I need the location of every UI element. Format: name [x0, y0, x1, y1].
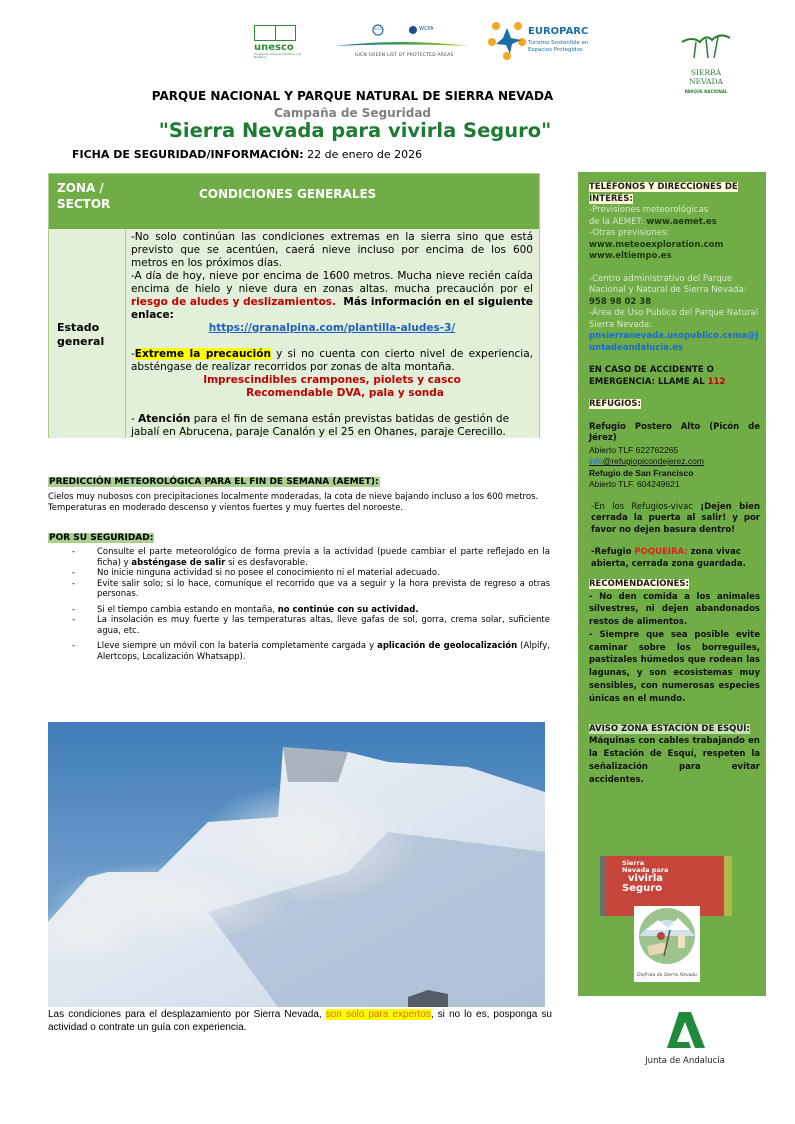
recommended-gear-text: Recomendable DVA, pala y sonda: [246, 387, 444, 399]
safety-item-text: si es desfavorable.: [225, 557, 308, 568]
dash: -: [131, 348, 135, 360]
photo-edge: [724, 856, 732, 916]
sierra-nevada-subtitle: PARQUE NACIONAL: [684, 89, 728, 94]
safety-item-text: Si el tiempo cambia estando en montaña,: [97, 604, 278, 615]
junta-wordmark: Junta de Andalucía: [645, 1056, 725, 1066]
more-info-text: Más información en el siguiente enlace:: [131, 296, 537, 321]
europarc-logo: [488, 20, 598, 60]
vivac-notice: [589, 502, 760, 537]
conditions-p4-text: para el fin de semana están previstas batidas de gestión de jabalí en Abrucena, paraje Canalón y el 25 en Ohanes, paraje Cerecillo.: [131, 413, 510, 438]
europarc-subtitle: Turismo Sostenible en Espacios Protegidos: [528, 40, 589, 53]
safety-section-title: [48, 525, 154, 544]
conditions-cell: [131, 231, 537, 439]
forecast-text: Cielos muy nubosos con precipitaciones localmente moderadas, la cota de nieve bajando incluso a los 600 metros. Temperaturas en moderado descenso y vientos fuertes y muy fuertes del noroeste.: [48, 492, 539, 513]
meteoexploration-link[interactable]: www.meteoexploration.com: [589, 239, 724, 250]
list-item: [72, 579, 550, 600]
column-header-zona-line2: SECTOR: [57, 197, 111, 211]
required-gear-text: Imprescindibles crampones, piolets y casco: [203, 374, 461, 386]
refugios-title: REFUGIOS:: [589, 399, 641, 409]
safety-title-text: POR SU SEGURIDAD:: [49, 533, 154, 543]
uso-publico-email-link[interactable]: pnsierranevada.usopublico.csma@juntadeandalucia.es: [589, 331, 759, 353]
poqueira-status: zona vivac abierta, cerrada zona guardada.: [591, 547, 746, 569]
shirt-text: Sierra: [622, 859, 645, 867]
safety-item-text: No inicie ninguna actividad si no posee el conocimiento ni el material adecuado.: [97, 568, 440, 578]
wcpa-badge: WCPA: [419, 26, 434, 32]
contacts-side-panel: [578, 172, 766, 996]
column-header-zona-line1: ZONA /: [57, 181, 104, 195]
europarc-wordmark: EUROPARC: [528, 26, 589, 37]
sierra-nevada-name-2: NEVADA: [689, 77, 723, 86]
ski-station-title: AVISO ZONA ESTACIÓN DE ESQUÍ:: [589, 723, 750, 734]
safety-item-text: (Alpify, Alertcops, Localización Whatsapp).: [97, 641, 550, 662]
contacts-title-block: [589, 182, 760, 205]
dash: -: [131, 413, 139, 425]
centro-label: -Centro administrativo del Parque Nacional y Natural de Sierra Nevada:: [589, 273, 747, 295]
list-item: [72, 568, 550, 579]
caption-text: Las condiciones para el desplazamiento por Sierra Nevada,: [48, 1009, 326, 1020]
email-domain: @refugiopicondejerez.com: [602, 456, 704, 466]
dash: -: [72, 578, 76, 589]
safety-item-bold: no continúe con su actividad.: [277, 604, 419, 615]
forecast-title-text: PREDICCIÓN METEOROLÓGICA PARA EL FIN DE SEMANA (AEMET):: [49, 477, 379, 487]
forecast-section-title: [48, 469, 380, 488]
zona-cell: [49, 229, 126, 438]
list-item: [72, 547, 550, 568]
aemet-line: [589, 217, 760, 229]
dash: -: [72, 615, 76, 625]
mountain-image: [48, 722, 545, 1007]
unesco-wordmark: unesco: [254, 42, 294, 53]
safety-item-bold: aplicación de geolocalización: [377, 641, 518, 651]
shirt-text: vivirla: [628, 873, 663, 884]
emergency-text: EN CASO DE ACCIDENTE O EMERGENCIA: LLAME AL: [589, 365, 714, 387]
disfruta-badge: [634, 906, 700, 982]
recommendations-title-block: [589, 579, 760, 591]
iucn-swoosh-icon: [333, 22, 473, 52]
ski-station-text: Máquinas con cables trabajando en la Estación de Esquí, respeten la señalización para evitar accidentes.: [589, 736, 760, 785]
iucn-green-list-logo: [333, 22, 473, 62]
safety-item-text: La insolación es muy fuerte y las temperaturas altas, lleve gafas de sol, gorra, crema solar, suficiente agua, etc.: [97, 615, 550, 636]
junta-andalucia-logo: [635, 1012, 735, 1072]
campaign-subtitle: Campaña de Seguridad: [273, 106, 432, 120]
dash: -: [72, 547, 76, 557]
table-header: [49, 174, 539, 229]
column-header-zona: [57, 180, 110, 212]
recommendation-1: - No den comida a los animales silvestres, ni dejen abandonados restos de alimentos.: [589, 591, 760, 628]
uso-publico-label: -Área de Uso Público del Parque Natural Sierra Nevada:: [589, 308, 759, 330]
zona-label-line1: Estado: [57, 321, 100, 334]
ficha-date: 22 de enero de 2026: [303, 148, 423, 161]
centro-phone: 958 98 02 38: [589, 296, 652, 307]
email-user: info: [589, 456, 603, 466]
shirt-slogan: [622, 860, 668, 894]
ficha-line: [72, 148, 422, 161]
conditions-paragraph-2: [131, 270, 537, 322]
unesco-subtitle: Programa sobre el Hombre y la Biosfera: [254, 52, 301, 59]
junta-a-icon: [665, 1012, 705, 1050]
other-forecasts-label: -Otras previsiones:: [589, 228, 670, 238]
europarc-star-icon: [488, 20, 526, 60]
conditions-paragraph-4: [131, 413, 533, 439]
conditions-paragraph-3: [131, 348, 533, 374]
refugio-postero-phone: Abierto TLF 622762265: [589, 444, 679, 455]
sierra-nevada-name-1: SIERRA: [690, 68, 722, 77]
conditions-p2-text: -A día de hoy, nieve por encima de 1600 metros. Mucha nieve recién caída encima de hielo y nieve dura en zonas altas. mucha precaución por el: [131, 270, 533, 295]
zona-label-line2: general: [57, 335, 105, 348]
snowy-mountain-photo: [48, 722, 545, 1007]
aemet-link[interactable]: www.aemet.es: [646, 216, 717, 227]
recommendation-2: - Siempre que sea posible evite caminar sobre los borreguiles, pastizales húmedos que rodean las lagunas, y son ecosistemas muy sensibles, con numerosas especies únicas en el mundo.: [589, 629, 760, 704]
safety-item-text: Consulte el parte meteorológico de forma previa a la actividad (puede cambiar el parte reflejado en la ficha) y: [97, 547, 550, 568]
emergency-number: 112: [707, 376, 726, 387]
dash: -: [72, 568, 76, 578]
badge-caption: Disfruta de Sierra Nevada: [637, 973, 697, 978]
sierra-nevada-mountain-icon: [678, 30, 734, 60]
dash: -: [72, 604, 76, 615]
aemet-label-2: de la AEMET:: [589, 216, 647, 227]
emergency-notice: [589, 365, 760, 388]
safety-item-text: Evite salir solo; si lo hace, comunique el recorrido que va a seguir y la hora prevista de regreso a otras personas.: [97, 578, 550, 599]
ski-title-block: [589, 724, 760, 736]
unesco-temple-icon: [254, 25, 296, 41]
conditions-p3-text: y si no cuenta con cierto nivel de experiencia, absténgase de realizar recorridos por zonas de alta montaña.: [131, 348, 533, 373]
poqueira-text: -Refugio: [591, 547, 635, 557]
park-title: PARQUE NACIONAL Y PARQUE NATURAL DE SIERRA NEVADA: [151, 89, 554, 103]
aemet-label-1: -Previsiones meteorológicas: [589, 205, 709, 215]
safety-list: [72, 547, 550, 662]
avalanche-info-link[interactable]: https://granalpina.com/plantilla-aludes-3/: [208, 322, 456, 334]
conditions-paragraph-1: -No solo continúan las condiciones extremas en la sierra sino que está previsto que se acentúen, caerá nieve incluso por encima de los 600 metros en los próximos días.: [131, 231, 533, 269]
refugios-title-block: [589, 399, 760, 411]
refugio-san-francisco: Refugio de San Francisco: [589, 467, 694, 478]
eltiempo-link[interactable]: www.eltiempo.es: [589, 251, 672, 261]
recommendations-title: RECOMENDACIONES:: [589, 579, 689, 589]
unesco-logo: [254, 25, 304, 65]
list-item: [72, 641, 550, 662]
contacts-title: TELÉFONOS Y DIRECCIONES DE INTERÉS:: [589, 182, 738, 204]
iucn-badge: IUCN: [374, 27, 383, 31]
conditions-table: [48, 173, 540, 438]
hiking-gear-illustration: [634, 906, 700, 968]
photo-edge: [600, 856, 606, 916]
zona-label: [57, 321, 104, 349]
shirt-text: Nevada para: [622, 866, 669, 874]
refugio-postero-alto: Refugio Postero Alto (Picón de Jérez): [589, 421, 760, 443]
poqueira-notice: [589, 547, 760, 570]
campaign-images: [600, 856, 740, 982]
refugio-san-francisco-phone: Abierto TLF. 604249621: [589, 479, 680, 489]
caption-text: , si no lo es, posponga su actividad o contrate un guía con experiencia.: [48, 1009, 552, 1033]
list-item: [72, 615, 550, 636]
safety-item-bold: absténgase de salir: [131, 557, 226, 568]
poqueira-name: POQUEIRA:: [634, 547, 688, 557]
vivac-bold-text: ¡Dejen bien cerrada la puerta al salir! y por favor no dejen basura dentro!: [591, 501, 761, 535]
attention-label: Atención: [138, 413, 191, 425]
column-header-conditions: CONDICIONES GENERALES: [199, 187, 377, 201]
safety-item-text: Lleve siempre un móvil con la batería completamente cargada y: [97, 641, 378, 651]
avalanche-risk-text: riesgo de aludes y deslizamientos.: [131, 296, 337, 308]
campaign-slogan: "Sierra Nevada para vivirla Seguro": [158, 119, 552, 142]
extreme-caution-highlight: Extreme la precaución: [134, 348, 271, 360]
experts-only-highlight: son solo para expertos: [325, 1009, 431, 1020]
side-panel-content: [589, 182, 760, 786]
list-item: [72, 605, 550, 616]
photo-caption: [48, 1008, 552, 1034]
table-row: [49, 229, 539, 438]
dash: -: [72, 641, 76, 651]
refugio-postero-email-link[interactable]: [589, 456, 760, 468]
shirt-text: Seguro: [622, 883, 663, 894]
vivac-text: -En los Refugios-vivac: [591, 501, 701, 512]
iucn-subtitle: IUCN GREEN LIST OF PROTECTED AREAS: [355, 53, 454, 58]
ficha-label: FICHA DE SEGURIDAD/INFORMACIÓN:: [72, 148, 304, 161]
